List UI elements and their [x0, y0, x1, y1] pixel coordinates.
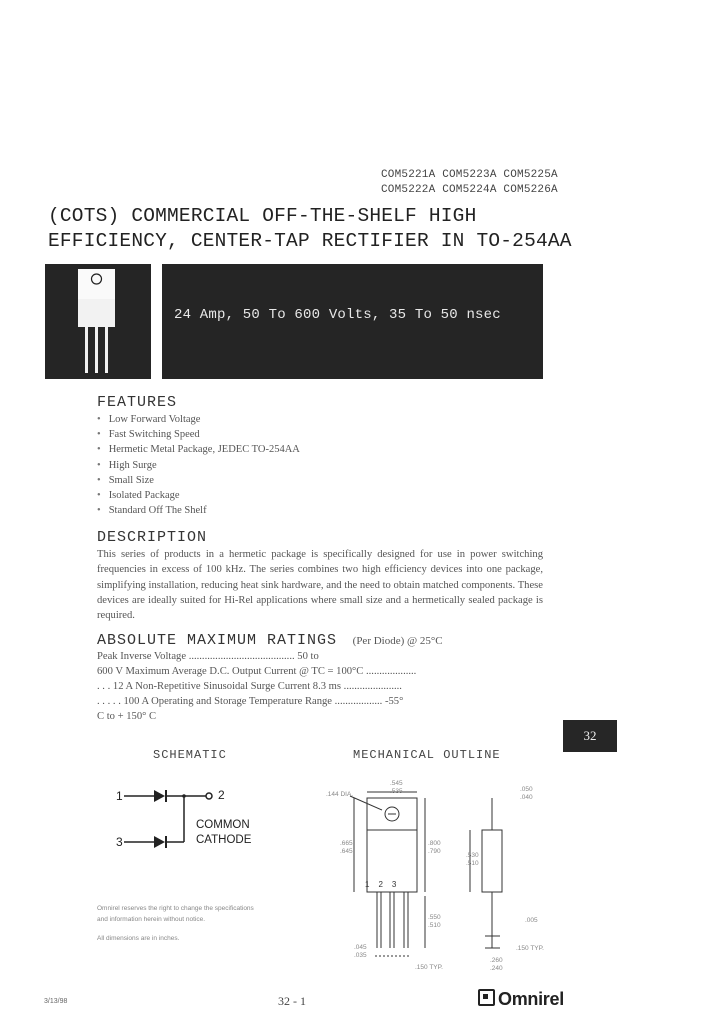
dim-lead-w-2: .035 — [354, 952, 367, 959]
document-title — [48, 204, 608, 254]
package-photo — [45, 264, 151, 379]
dim-lead-w-1: .045 — [354, 944, 367, 951]
spec-banner-text: 24 Amp, 50 To 600 Volts, 35 To 50 nsec — [174, 307, 501, 323]
rating-line: Peak Inverse Voltage ........................................ 50 to — [97, 651, 319, 662]
mechanical-heading: MECHANICAL OUTLINE — [353, 748, 501, 762]
mechanical-drawing — [320, 776, 540, 972]
rating-line: . . . . . 100 A Operating and Storage Temperature Range .................. -55° — [97, 696, 404, 707]
dim-side-typ: .150 TYP. — [516, 945, 544, 952]
omnirel-logo-text: Omnirel — [498, 989, 564, 1009]
ratings-heading-note: (Per Diode) @ 25°C — [352, 635, 443, 647]
rating-line: C to + 150° C — [97, 711, 157, 722]
feature-item: • Isolated Package — [97, 488, 300, 503]
title-line-2: EFFICIENCY, CENTER-TAP RECTIFIER IN TO-254AA — [48, 230, 572, 252]
feature-item: • Low Forward Voltage — [97, 412, 300, 427]
schematic-pin-3: 3 — [116, 835, 123, 849]
dim-right-h-2: .790 — [428, 848, 441, 855]
dim-right-h-1: .800 — [428, 840, 441, 847]
omnirel-logo — [478, 988, 564, 1010]
dim-side-h-1: .530 — [466, 852, 479, 859]
schematic-pin-1: 1 — [116, 789, 123, 803]
part-numbers — [381, 168, 596, 198]
feature-item: • High Surge — [97, 458, 300, 473]
dim-side-top-1: .050 — [520, 786, 533, 793]
feature-item: • Small Size — [97, 473, 300, 488]
dim-top-width-2: .535 — [390, 788, 403, 795]
ratings-header — [97, 631, 443, 649]
omnirel-logo-icon — [478, 989, 495, 1006]
footer-date: 3/13/98 — [44, 998, 68, 1005]
mechanical-svg — [320, 776, 540, 972]
dim-lead-len-2: .510 — [428, 922, 441, 929]
page-number: 32 - 1 — [278, 994, 306, 1008]
note-line-1: Omnirel reserves the right to change the specifications — [97, 905, 254, 912]
dim-side-bot-1: .260 — [490, 957, 503, 964]
mech-pin-label: 1 — [365, 880, 379, 889]
part-numbers-line-2: COM5222A COM5224A COM5226A — [381, 184, 558, 196]
schematic-pin-2: 2 — [218, 788, 225, 802]
to254-package-image — [45, 264, 151, 379]
notes — [97, 903, 317, 944]
cathode-label: CATHODE — [196, 834, 252, 846]
description-heading: DESCRIPTION — [97, 529, 208, 546]
feature-item: • Standard Off The Shelf — [97, 503, 300, 518]
rating-line: . . . 12 A Non-Repetitive Sinusoidal Surge Current 8.3 ms ...................... — [97, 681, 402, 692]
dim-left-h-2: .645 — [340, 848, 353, 855]
description-text: This series of products in a hermetic package is specifically designed for use in power switching frequencies in excess of 100 kHz. The series combines two high efficiency devices into one package, simplifying installation, reducing heat sink hardware, and the need to obtain matched components. These devices are ideally suited for Hi-Rel applications where small size and a hermetically sealed package is required. — [97, 549, 543, 622]
note-line-3: All dimensions are in inches. — [97, 935, 180, 942]
section-tab: 32 — [563, 720, 617, 752]
title-line-1: (COTS) COMMERCIAL OFF-THE-SHELF HIGH — [48, 205, 477, 227]
dim-hole: .144 DIA. — [326, 791, 354, 798]
dim-side-h-2: .510 — [466, 860, 479, 867]
dim-side-top-2: .040 — [520, 794, 533, 801]
dim-side-bot-2: .240 — [490, 965, 503, 972]
dim-left-h-1: .665 — [340, 840, 353, 847]
feature-item: • Hermetic Metal Package, JEDEC TO-254AA — [97, 442, 300, 457]
note-line-2: and information herein without notice. — [97, 916, 206, 923]
mech-pin-label: 3 — [391, 880, 406, 889]
mech-pin-label: 2 — [378, 880, 392, 889]
dim-side-lead: .005 — [525, 917, 538, 924]
dim-top-width-1: .545 — [390, 780, 403, 787]
schematic-heading: SCHEMATIC — [153, 748, 227, 762]
mechanical-pin-labels — [365, 880, 405, 889]
part-numbers-line-1: COM5221A COM5223A COM5225A — [381, 169, 558, 181]
common-label: COMMON — [196, 819, 250, 831]
common-cathode-label — [196, 818, 251, 848]
features-list — [97, 412, 300, 518]
features-heading: FEATURES — [97, 394, 178, 411]
feature-item: • Fast Switching Speed — [97, 427, 300, 442]
ratings-heading: ABSOLUTE MAXIMUM RATINGS — [97, 632, 338, 649]
dim-pitch: .150 TYP. — [415, 964, 443, 971]
ratings-list — [97, 649, 543, 724]
rating-line: 600 V Maximum Average D.C. Output Current @ TC = 100°C ................... — [97, 666, 417, 677]
dim-lead-len-1: .550 — [428, 914, 441, 921]
